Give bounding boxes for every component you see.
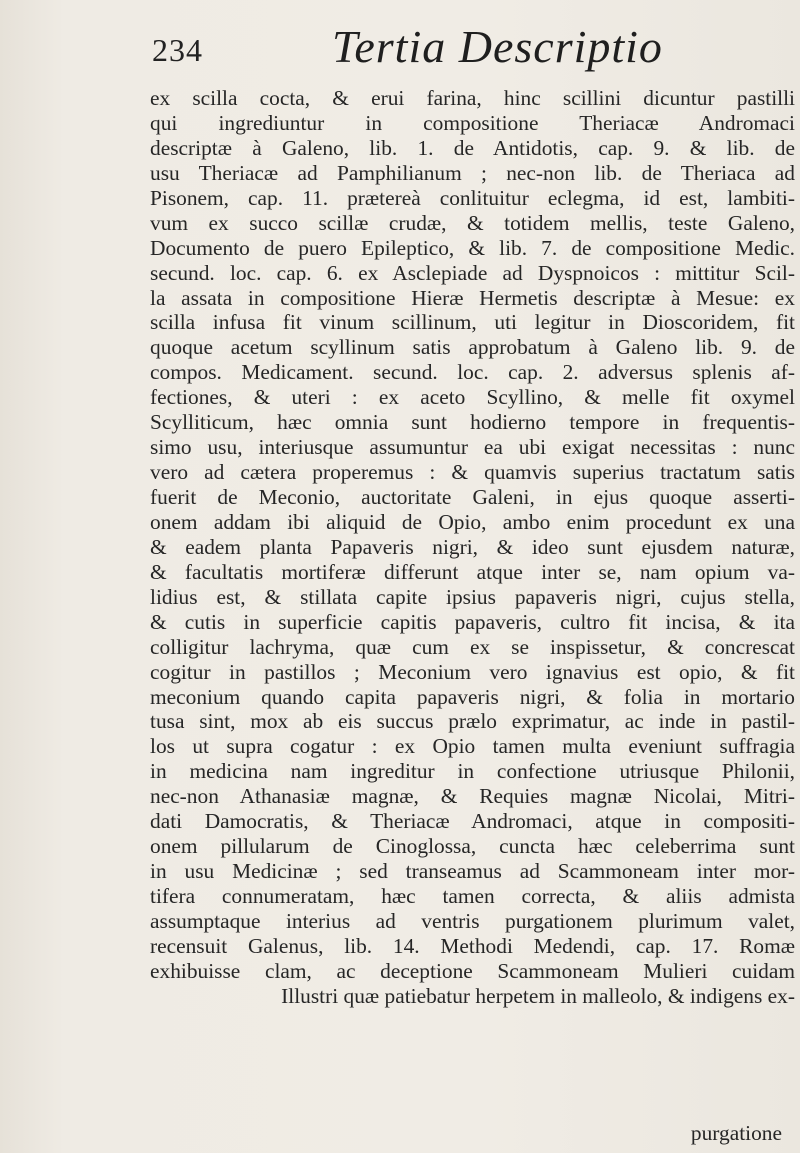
text-line: descriptæ à Galeno, lib. 1. de Antidotis, cap. 9. & lib. de [150,135,795,160]
text-line: assumptaque interius ad ventris purgationem plurimum valet, [150,908,795,933]
text-line: quoque acetum scyllinum satis approbatum à Galeno lib. 9. de [150,335,795,360]
text-line: vum ex succo scillæ crudæ, & totidem mellis, teste Galeno, [150,210,795,235]
body-text [150,86,795,1009]
text-line: nec-non Athanasiæ magnæ, & Requies magnæ Nicolai, Mitri- [150,784,795,809]
text-line: vero ad cætera properemus : & quamvis superius tractatum satis [150,460,795,485]
text-line: tusa sint, mox ab eis succus prælo exprimatur, ac inde in pastil- [150,709,795,734]
text-line: onem pillularum de Cinoglossa, cuncta hæc celeberrima sunt [150,834,795,859]
text-line: & eadem planta Papaveris nigri, & ideo sunt ejusdem naturæ, [150,534,795,559]
catchword: purgatione [690,1121,782,1145]
text-line: usu Theriacæ ad Pamphilianum ; nec-non lib. de Theriaca ad [150,160,795,185]
text-line: meconium quando capita papaveris nigri, & folia in mortario [150,684,795,709]
text-line: Illustri quæ patiebatur herpetem in malleolo, & indigens ex- [281,983,795,1008]
text-line: los ut supra cogatur : ex Opio tamen multa eveniunt suffragia [150,734,795,759]
text-line: exhibuisse clam, ac deceptione Scammoneam Mulieri cuidam [150,958,795,983]
text-line: in medicina nam ingreditur in confectione utriusque Philonii, [150,759,795,784]
text-line: Pisonem, cap. 11. prætereà conlituitur eclegma, id est, lambiti- [150,185,795,210]
text-line: simo usu, interiusque assumuntur ea ubi exigat necessitas : nunc [150,435,795,460]
text-line: Scylliticum, hæc omnia sunt hodierno tempore in frequentis- [150,410,795,435]
text-line: Documento de puero Epileptico, & lib. 7. de compositione Medic. [150,235,795,260]
text-line: lidius est, & stillata capite ipsius papaveris nigri, cujus stella, [150,584,795,609]
text-line: & cutis in superficie capitis papaveris, cultro fit incisa, & ita [150,609,795,634]
text-line: fuerit de Meconio, auctoritate Galeni, in ejus quoque asserti- [150,485,795,509]
text-line: compos. Medicament. secund. loc. cap. 2. adversus splenis af- [150,360,795,385]
running-title: Tertia Descriptio [332,21,663,72]
page-number: 234 [152,32,203,68]
text-line: qui ingrediuntur in compositione Theriacæ Andromaci [150,110,795,135]
text-line: onem addam ibi aliquid de Opio, ambo enim procedunt ex una [150,509,795,534]
text-line: colligitur lachryma, quæ cum ex se inspissetur, & concrescat [150,634,795,659]
text-line: secund. loc. cap. 6. ex Asclepiade ad Dyspnoicos : mittitur Scil- [150,260,795,285]
text-line: ex scilla cocta, & erui farina, hinc scillini dicuntur pastilli [150,86,795,110]
text-line: la assata in compositione Hieræ Hermetis descriptæ à Mesue: ex [150,285,795,310]
text-line: recensuit Galenus, lib. 14. Methodi Medendi, cap. 17. Romæ [150,933,795,958]
text-line: cogitur in pastillos ; Meconium vero ignavius est opio, & fit [150,659,795,684]
text-line: dati Damocratis, & Theriacæ Andromaci, atque in compositi- [150,809,795,834]
text-line: tifera connumeratam, hæc tamen correcta, & aliis admista [150,884,795,908]
text-line: in usu Medicinæ ; sed transeamus ad Scammoneam inter mor- [150,859,795,884]
page-header [150,18,790,84]
text-line: scilla infusa fit vinum scillinum, uti legitur in Dioscoridem, fit [150,310,795,335]
text-line: & facultatis mortiferæ differunt atque inter se, nam opium va- [150,559,795,584]
text-line: fectiones, & uteri : ex aceto Scyllino, & melle fit oxymel [150,385,795,410]
